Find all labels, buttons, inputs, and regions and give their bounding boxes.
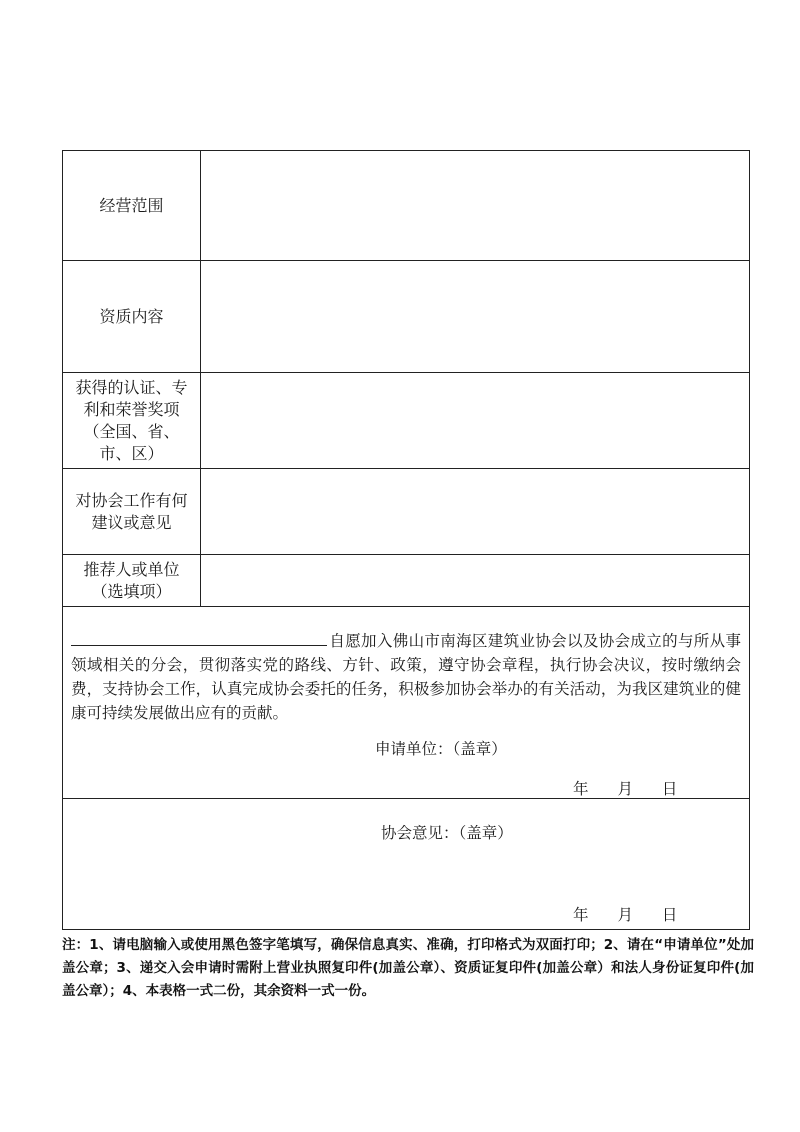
referrer-field[interactable] — [201, 555, 749, 606]
footnote: 注：1、请电脑输入或使用黑色签字笔填写，确保信息真实、准确，打印格式为双面打印；2、请在“申请单位”处加盖公章；3、递交入会申请时需附上营业执照复印件(加盖公章）、资质证复印件(加盖公章）和法人身份证复印件(加盖公章）；4、本表格一式二份，其余资料一式一份。 — [62, 937, 754, 999]
qualification-field[interactable] — [201, 261, 749, 372]
association-date — [573, 903, 678, 925]
association-opinion-label: 协会意见：（盖章） — [381, 824, 513, 842]
pledge-section — [63, 607, 749, 799]
certifications-row — [63, 373, 749, 469]
business-scope-row — [63, 151, 749, 261]
date-day-label: 日 — [661, 780, 679, 798]
business-scope-field[interactable] — [201, 151, 749, 260]
suggestions-label: 对协会工作有何建议或意见 — [63, 469, 201, 554]
pledge-text: 自愿加入佛山市南海区建筑业协会以及协会成立的与所从事领域相关的分会，贯彻落实党的路线、方针、政策，遵守协会章程，执行协会决议，按时缴纳会费，支持协会工作，认真完成协会委托的任务，积极参加协会举办的有关活动，为我区建筑业的健康可持续发展做出应有的贡献。 — [71, 632, 741, 722]
qualification-label: 资质内容 — [63, 261, 201, 372]
date-year-label: 年 — [573, 780, 590, 798]
company-name-blank[interactable] — [71, 629, 327, 646]
pledge-paragraph — [71, 629, 741, 725]
suggestions-field[interactable] — [201, 469, 749, 554]
association-opinion-section — [63, 799, 749, 929]
business-scope-label: 经营范围 — [63, 151, 201, 260]
qualification-row — [63, 261, 749, 373]
applicant-seal-label: 申请单位：（盖章） — [375, 740, 507, 758]
suggestions-row — [63, 469, 749, 555]
certifications-label: 获得的认证、专利和荣誉奖项（全国、省、市、区） — [63, 373, 201, 468]
referrer-label: 推荐人或单位（选填项） — [63, 555, 201, 606]
date-month-label: 月 — [617, 906, 634, 924]
date-day-label: 日 — [661, 906, 679, 924]
date-month-label: 月 — [617, 780, 634, 798]
certifications-field[interactable] — [201, 373, 749, 468]
referrer-row — [63, 555, 749, 607]
applicant-date — [573, 777, 678, 799]
date-year-label: 年 — [573, 906, 590, 924]
membership-form-table — [62, 150, 750, 930]
